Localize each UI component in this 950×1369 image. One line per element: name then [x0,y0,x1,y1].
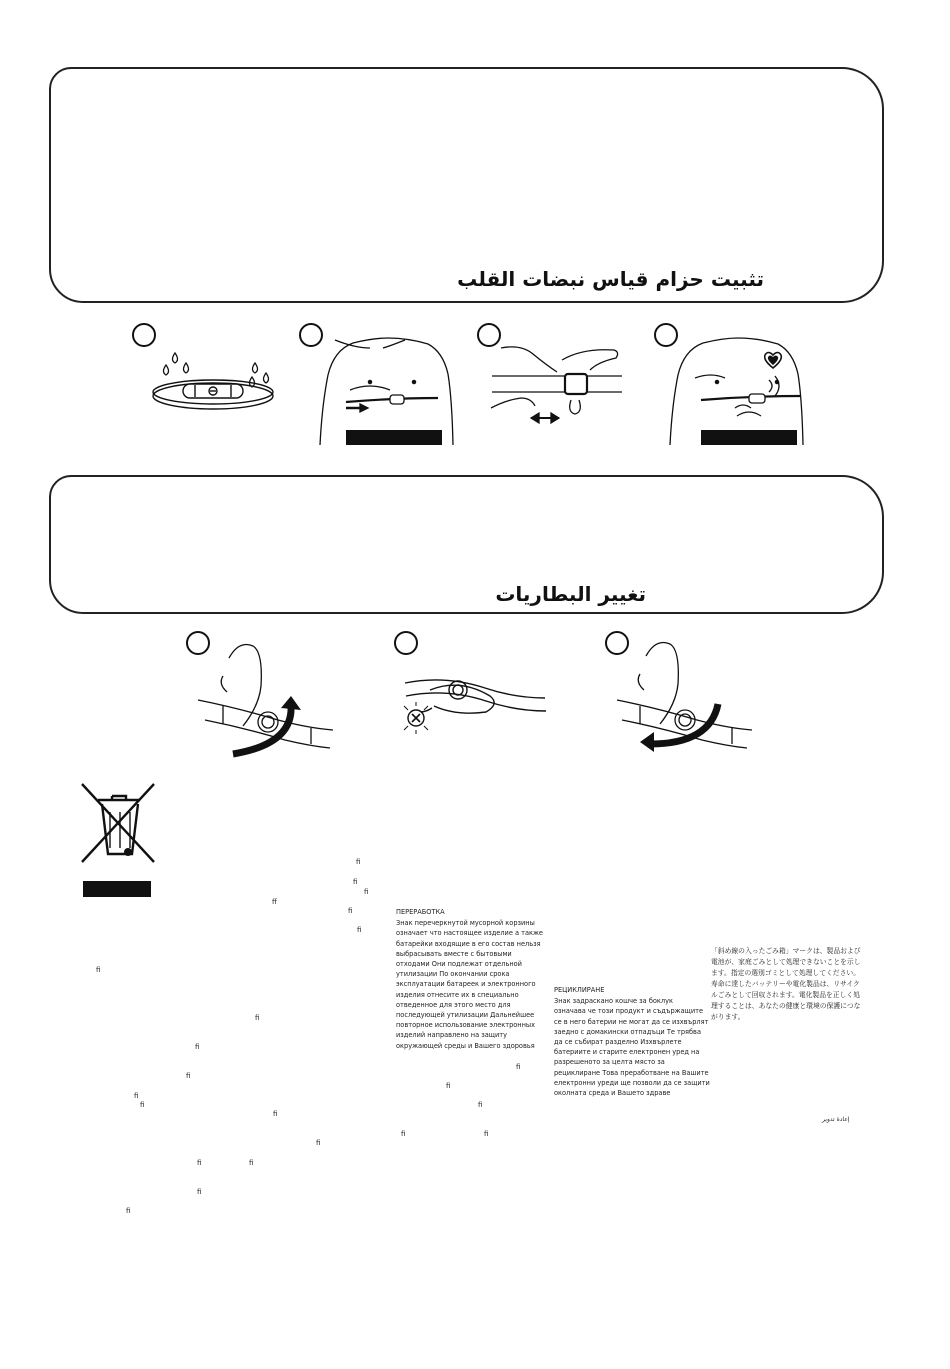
bulgarian-line: заедно с домакински отпадъци Те трябва [554,1027,701,1036]
strap-adjust-illustration [487,340,627,435]
ligature-glyph: ﬁ [249,1159,254,1167]
ligature-glyph: ﬁ [348,907,353,915]
step-marker-6 [394,631,418,655]
ligature-glyph: ﬁ [516,1063,521,1071]
japanese-recycling-text: 「斜め線の入ったごみ箱」マークは、製品および電池が、家庭ごみとして処理できないことを示します。指定の選別ゴミとして処理してください。寿命に達したバッテリーや電化製品は、リサイクルごみとして回収されます。電化製品を正しく処理することは、あなたの健康と環境の保護につながります。 [711,947,861,1021]
ligature-glyph: ﬁ [353,878,358,886]
bulgarian-line: се в него батерии не могат да се изхвърлят [554,1017,709,1026]
arabic-recycling-label: إعادة تدوير [822,1116,850,1123]
russian-line: утилизации По окончании срока [396,970,510,979]
torso-strap-illustration [310,320,455,445]
russian-line: отведенное для этого место для [396,1000,511,1009]
russian-line: изделия отнесите их в специально [396,990,519,999]
ligature-glyph: ﬁ [273,1110,278,1118]
bulgarian-line: електронни уреди ще позволи да се защити [554,1078,710,1087]
ligature-glyph: ﬁ [186,1072,191,1080]
ligature-glyph: ﬁ [197,1159,202,1167]
step-marker-1 [132,323,156,347]
crossed-bin-icon [78,782,158,864]
russian-line: батарейки входящие в его состав нельзя [396,939,541,948]
russian-line: повторное использование электронных [396,1021,536,1030]
bulgarian-heading: РЕЦИКЛИРАНЕ [554,986,605,994]
heart-rate-strap-panel [49,67,884,303]
battery-change-panel [49,475,884,614]
ligature-glyph: ﬁ [364,888,369,896]
ligature-glyph: ﬁ [446,1082,451,1090]
bulgarian-recycling-text [554,985,710,1098]
russian-line: отходами Они подлежат отдельной [396,960,522,969]
ligature-glyph: ﬁ [484,1130,489,1138]
russian-line: означает что настоящее изделие а также [396,929,543,938]
ligature-glyph: ﬁ [195,1043,200,1051]
chest-strap-icon [153,380,273,409]
russian-line: Знак перечеркнутой мусорной корзины [396,919,535,928]
battery-insert-illustration [400,668,550,743]
ligature-glyph: ﬁ [197,1188,202,1196]
ligature-glyph: ﬁ [140,1101,145,1109]
bulgarian-line: околната среда и Вашето здраве [554,1089,671,1098]
battery-icon [404,702,428,734]
russian-line: окружающей среды и Вашего здоровья [396,1041,535,1050]
russian-recycling-text [396,907,543,1051]
russian-line: изделий направлено на защиту [396,1031,508,1040]
bulgarian-line: да се събират разделно Изхвърлете [554,1038,682,1047]
bulgarian-line: означава че този продукт и съдържащите [554,1007,704,1016]
russian-heading: ПЕРЕРАБОТКА [396,908,445,916]
ligature-glyph: ﬁ [134,1092,139,1100]
ligature-glyph: ﬁ [96,966,101,974]
ligature-glyph: ﬁ [126,1207,131,1215]
open-cover-illustration [193,636,338,761]
bulgarian-line: разрешеното за целта място за [554,1058,665,1067]
ligature-glyph: ﬁ [316,1139,321,1147]
wet-strap-illustration [150,345,280,415]
bulgarian-line: рециклиране Това преработване на Вашите [554,1068,709,1077]
ligature-glyph: ﬁ [356,858,361,866]
russian-line: выбрасывать вместе с бытовыми [396,949,512,958]
ligature-glyph: ﬀ [272,898,277,906]
panel-title-strap: تثبيت حزام قياس نبضات القلب [457,267,764,291]
ligature-glyph: ﬁ [478,1101,483,1109]
bulgarian-line: Знак задраскано кошче за боклук [554,997,674,1006]
ligature-glyph: ﬁ [357,926,362,934]
panel-title-battery: تغيير البطاريات [495,582,646,606]
bulgarian-line: батериите и старите електронен уред на [554,1048,700,1057]
torso-heart-illustration [665,320,810,445]
ligature-glyph: ﬁ [255,1014,260,1022]
close-cover-illustration [612,636,757,761]
ligature-glyph: ﬁ [401,1130,406,1138]
black-bar [83,881,151,897]
russian-line: последующей утилизации Дальнейшее [396,1011,535,1020]
heart-icon [765,353,782,369]
russian-line: эксплуатации батареек и электронного [396,980,536,989]
